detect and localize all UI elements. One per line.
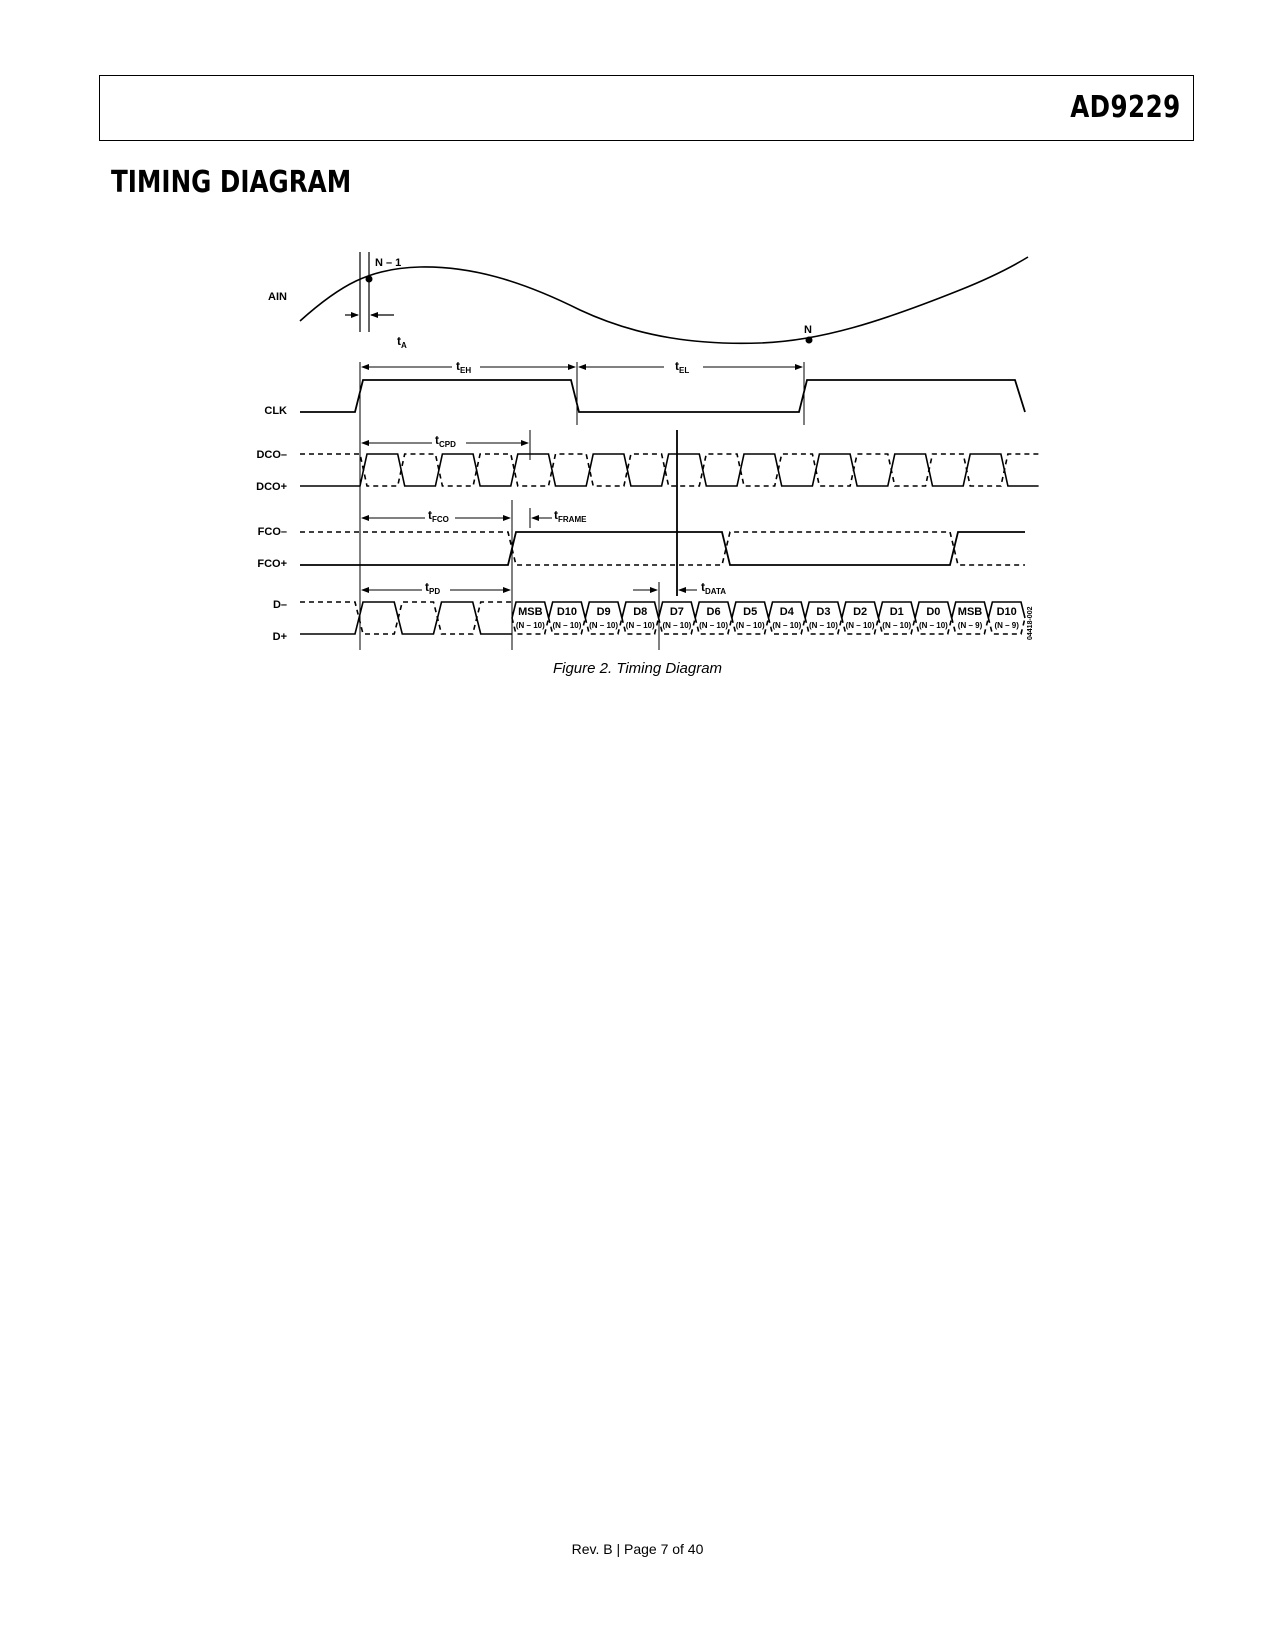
- label-dco-plus: DCO+: [256, 481, 287, 493]
- data-bit-sample: (N – 10): [845, 621, 875, 630]
- data-bit-label: MSB: [518, 606, 543, 618]
- timing-diagram: [0, 0, 1275, 680]
- data-bit-sample: (N – 10): [589, 621, 619, 630]
- data-bit-label: D8: [633, 606, 648, 618]
- data-bit-sample: (N – 10): [662, 621, 692, 630]
- label-n: N: [804, 324, 812, 336]
- label-ain: AIN: [268, 291, 287, 303]
- dco-minus-waveform: [300, 454, 1039, 486]
- data-bit-label: D3: [816, 606, 831, 618]
- section-title: TIMING DIAGRAM: [111, 165, 352, 200]
- data-bit-sample: (N – 10): [735, 621, 765, 630]
- page-footer: Rev. B | Page 7 of 40: [571, 1541, 704, 1557]
- tel-label: $t_{EL}$: [675, 359, 690, 375]
- label-d-plus: D+: [272, 631, 287, 643]
- tpd-label: $t_{PD}$: [425, 580, 441, 596]
- data-bit-sample: (N – 10): [552, 621, 582, 630]
- data-bit-label: D0: [926, 606, 941, 618]
- tframe-label: $t_{FRAME}$: [554, 508, 587, 524]
- tdata-label: $t_{DATA}$: [701, 580, 727, 596]
- data-bit-sample: (N – 10): [918, 621, 948, 630]
- part-number: AD9229: [1070, 90, 1181, 125]
- label-n-minus-1: N – 1: [375, 257, 402, 269]
- data-bit-label: D7: [669, 606, 684, 618]
- fco-minus-waveform: [300, 532, 1025, 565]
- tfco-label: $t_{FCO}$: [428, 508, 449, 524]
- data-bit-sample: (N – 10): [882, 621, 912, 630]
- data-bit-sample: (N – 10): [699, 621, 728, 630]
- data-bit-label: D4: [779, 606, 794, 618]
- data-bit-sample: (N – 9): [957, 621, 983, 630]
- data-bit-sample: (N – 10): [809, 621, 838, 630]
- figure-code: 04418-002: [1027, 606, 1034, 640]
- label-clk: CLK: [264, 405, 287, 417]
- data-bit-sample: (N – 10): [515, 621, 545, 630]
- figure-caption: Figure 2. Timing Diagram: [552, 660, 723, 677]
- dco-waveforms: [300, 454, 1039, 486]
- ta-label: $t_A$: [397, 334, 407, 350]
- data-bit-labels: [516, 606, 1019, 630]
- label-d-minus: D–: [272, 599, 287, 611]
- data-bit-label: D2: [853, 606, 868, 618]
- data-bit-label: D1: [889, 606, 904, 618]
- data-bit-sample: (N – 10): [625, 621, 655, 630]
- d-bus-top: [512, 602, 1025, 618]
- data-bit-label: D6: [706, 606, 721, 618]
- fco-plus-waveform: [300, 532, 1025, 565]
- data-bit-label: D10: [556, 606, 578, 618]
- data-bit-sample: (N – 9): [994, 621, 1019, 630]
- clk-waveform: [300, 380, 1025, 412]
- ain-waveform: [300, 257, 1028, 343]
- teh-label: $t_{EH}$: [456, 359, 472, 375]
- label-dco-minus: DCO–: [256, 449, 287, 461]
- label-fco-minus: FCO–: [257, 526, 287, 538]
- data-bit-sample: (N – 10): [772, 621, 802, 630]
- data-bit-label: MSB: [957, 606, 983, 618]
- dco-plus-waveform: [300, 454, 1039, 486]
- d-plus-waveform: [300, 602, 512, 634]
- sample-point-n: [806, 337, 813, 344]
- tcpd-label: $t_{CPD}$: [435, 433, 456, 449]
- data-bit-label: D9: [596, 606, 611, 618]
- data-bit-label: D5: [743, 606, 758, 618]
- data-bit-label: D10: [996, 606, 1017, 618]
- label-fco-plus: FCO+: [257, 558, 287, 570]
